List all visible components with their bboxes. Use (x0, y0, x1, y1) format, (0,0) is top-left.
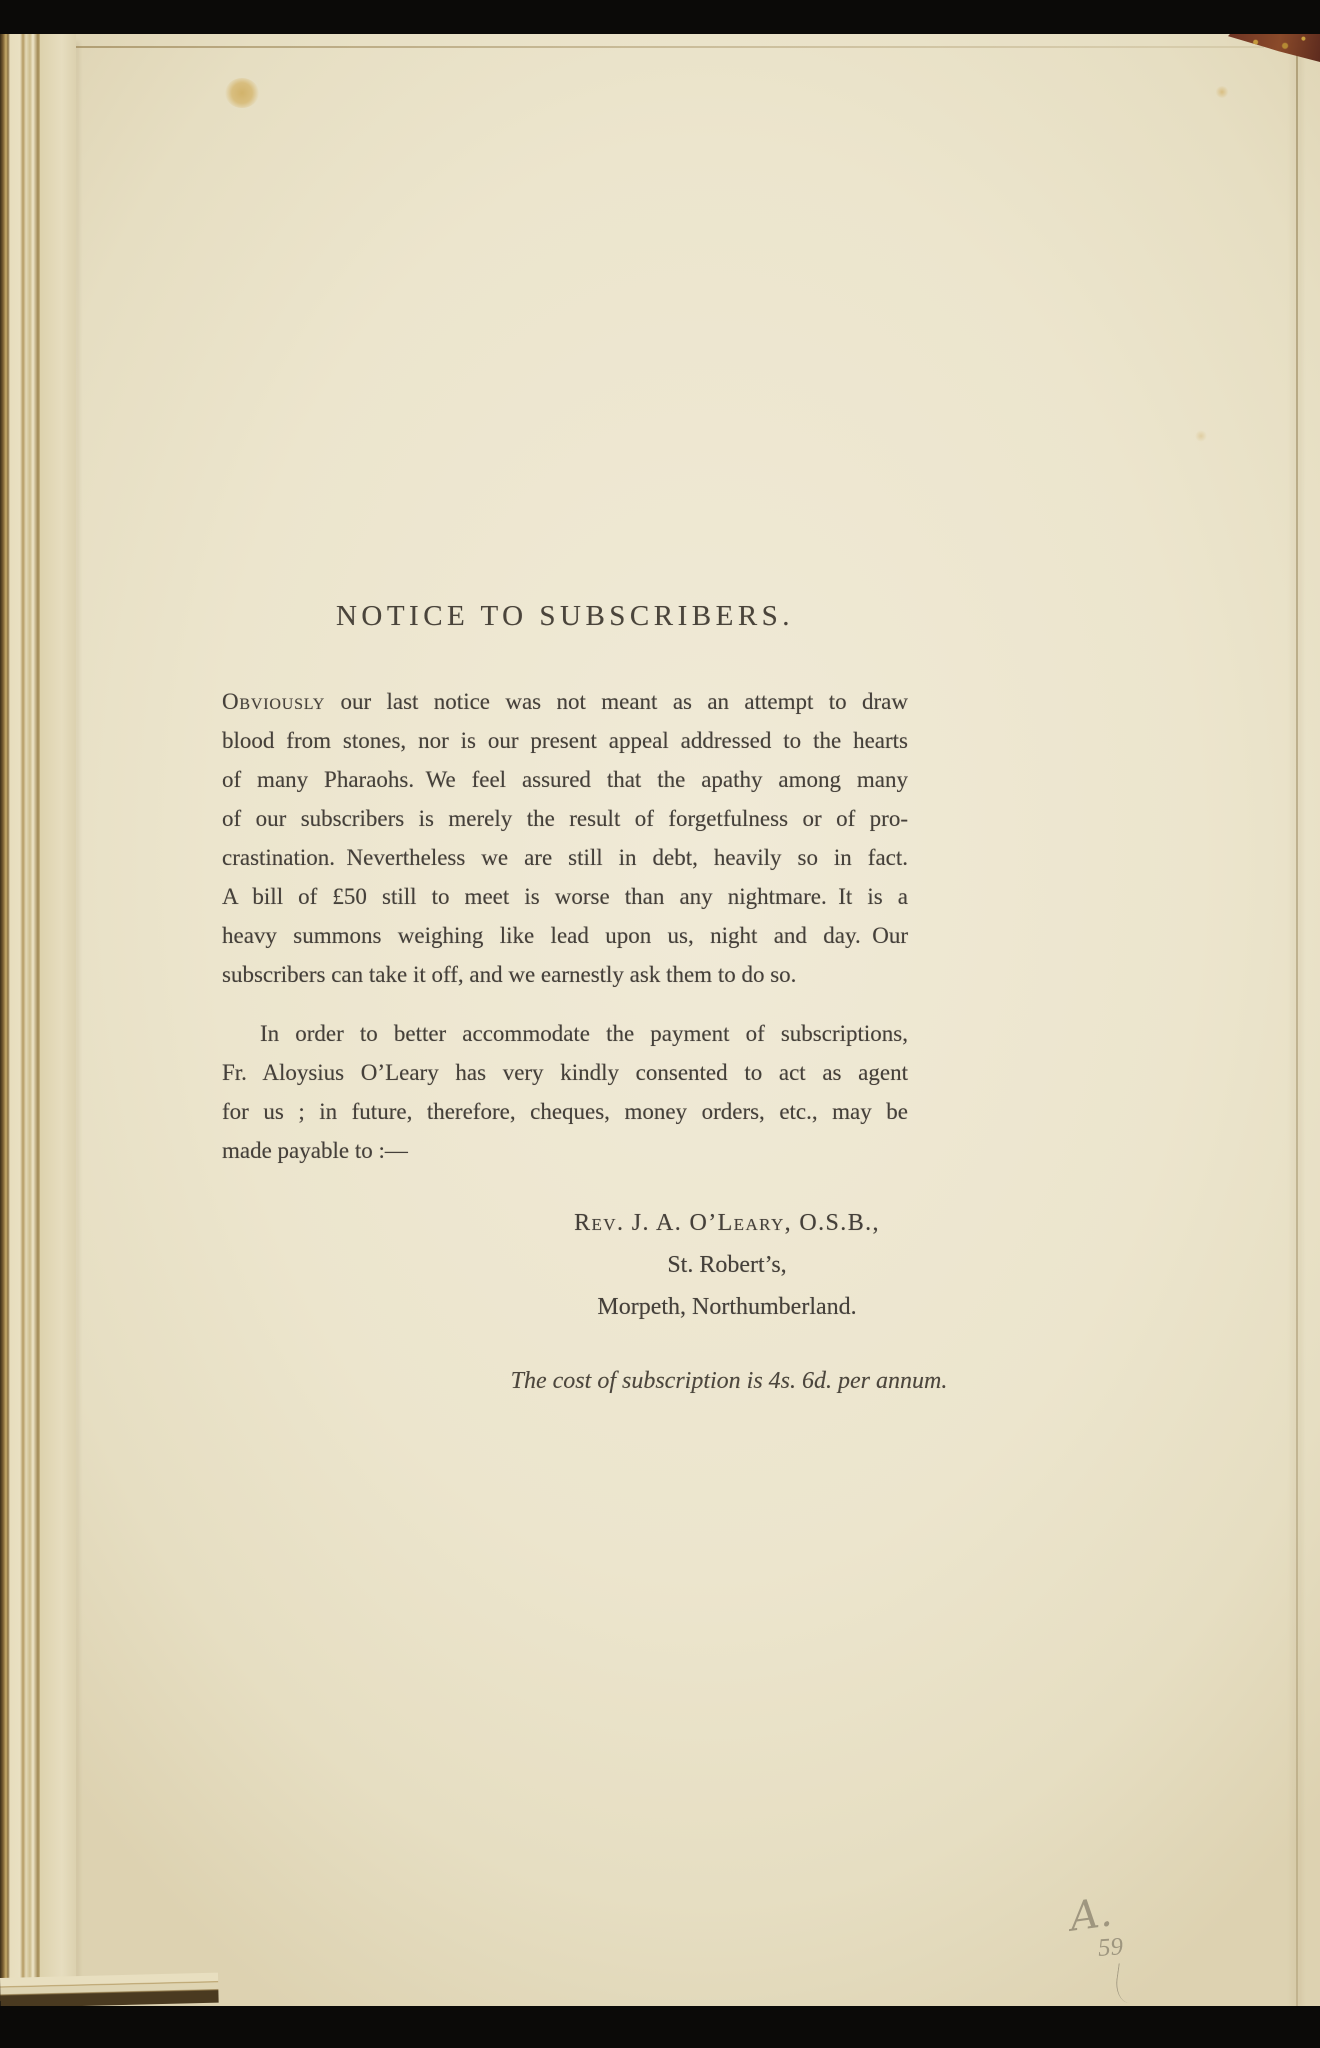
text-line: crastination. Nevertheless we are still in debt, heavily so in fact. (222, 845, 908, 870)
text-line: heavy summons weighing like lead upon us, night and day. Our (222, 923, 908, 948)
page-right-crease (1296, 36, 1298, 2008)
paragraph-1 (222, 682, 908, 994)
scanner-background-bottom (0, 2006, 1320, 2048)
page-fore-edges-left (0, 26, 40, 2001)
text-line-rest: our last notice was not meant as an attempt to draw (325, 689, 908, 714)
pencil-stroke (1113, 1963, 1133, 2003)
underlying-page-edge-horizontal (74, 46, 1264, 48)
pencil-number: 59 (1097, 1933, 1124, 1962)
paper-stain (225, 78, 259, 108)
scanner-background-top (0, 0, 1320, 34)
text-line: A bill of £50 still to meet is worse than any nightmare. It is a (222, 884, 908, 909)
page-title: NOTICE TO SUBSCRIBERS. (335, 600, 795, 632)
paper-stain (1215, 86, 1229, 98)
text-line: Fr. Aloysius O’Leary has very kindly consented to act as agent (222, 1060, 908, 1085)
text-line: of our subscribers is merely the result of forgetfulness or of pro- (222, 806, 908, 831)
text-line: made payable to :— (222, 1138, 408, 1163)
paragraph-2 (222, 1014, 908, 1170)
payee-address-line-1: St. Robert’s, (667, 1252, 787, 1278)
text-line: subscribers can take it off, and we earnestly ask them to do so. (222, 962, 797, 987)
text-line: of many Pharaohs. We feel assured that the apathy among many (222, 767, 908, 792)
payee-address-line-2: Morpeth, Northumberland. (597, 1294, 857, 1320)
payee-name: Rev. J. A. O’Leary, O.S.B., (574, 1210, 880, 1236)
subscription-cost-note: The cost of subscription is 4s. 6d. per annum. (510, 1368, 948, 1394)
pencil-letter: A. (1067, 1889, 1115, 1941)
text-line: for us ; in future, therefore, cheques, money orders, etc., may be (222, 1099, 908, 1124)
pencil-shelfmark (1060, 1889, 1180, 2022)
book-page (40, 30, 1320, 2008)
payee-address-block (380, 1202, 1074, 1328)
paper-stain (1195, 430, 1207, 442)
text-line: blood from stones, nor is our present appeal addressed to the hearts (222, 728, 908, 753)
text-line: In order to better accommodate the payment of subscriptions, (260, 1021, 908, 1046)
page-corner-stack-bottom-left (0, 1973, 219, 2008)
text-line (222, 682, 908, 721)
lead-word: Obviously (222, 689, 326, 714)
page-gutter-shadow (40, 30, 76, 2008)
